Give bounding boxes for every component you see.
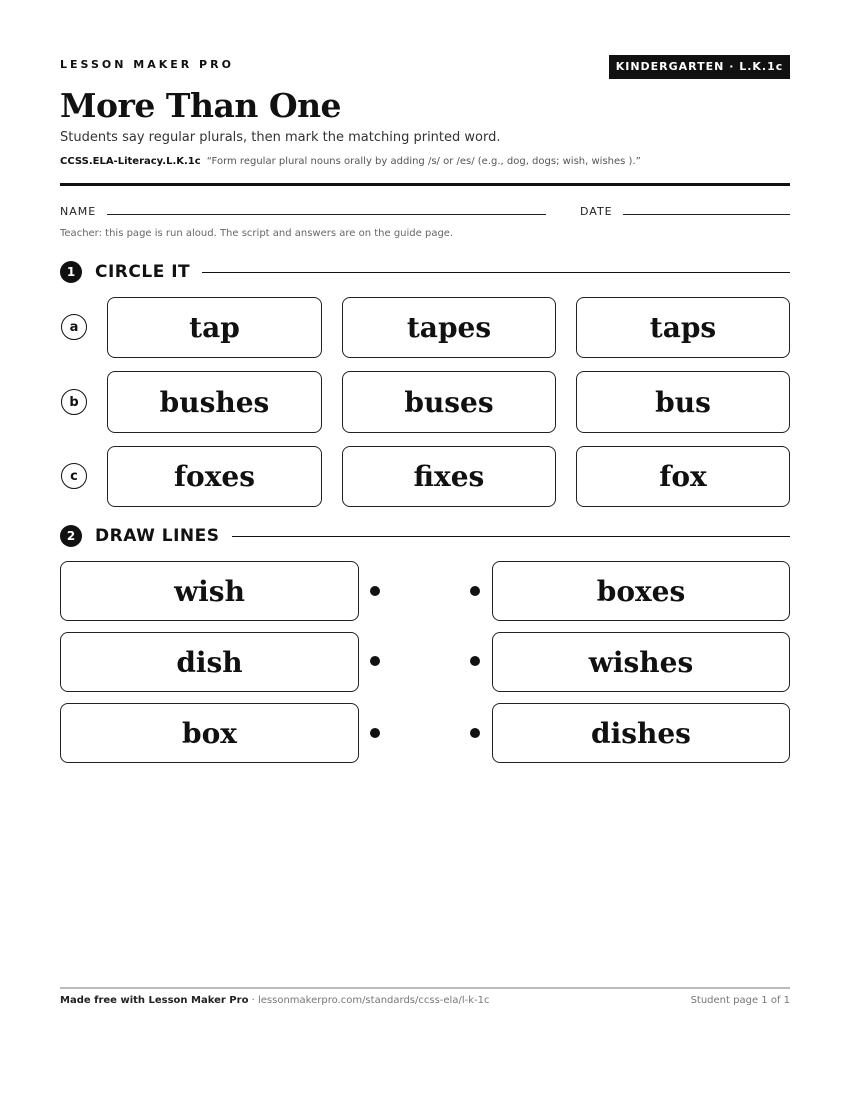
standard-line bbox=[60, 156, 641, 167]
match-left-word[interactable]: dish bbox=[60, 632, 359, 692]
match-left-word[interactable]: box bbox=[60, 703, 359, 763]
match-dot-right[interactable] bbox=[470, 656, 480, 666]
date-field-line[interactable] bbox=[623, 214, 790, 215]
word-choice[interactable]: bus bbox=[576, 371, 790, 433]
match-left-word[interactable]: wish bbox=[60, 561, 359, 621]
match-dot-left[interactable] bbox=[370, 656, 380, 666]
row-letter-a: a bbox=[61, 314, 87, 340]
word-choice[interactable]: bushes bbox=[107, 371, 322, 433]
standard-code: CCSS.ELA-Literacy.L.K.1c bbox=[60, 156, 201, 167]
word-choice[interactable]: foxes bbox=[107, 446, 322, 507]
word-choice[interactable]: tap bbox=[107, 297, 322, 358]
match-right-word[interactable]: wishes bbox=[492, 632, 790, 692]
section-rule bbox=[232, 536, 790, 537]
name-field-line[interactable] bbox=[107, 214, 546, 215]
page-title: More Than One bbox=[60, 86, 342, 125]
footer-made-with: Made free with Lesson Maker Pro bbox=[60, 995, 249, 1006]
match-right-word[interactable]: dishes bbox=[492, 703, 790, 763]
header-divider bbox=[60, 183, 790, 186]
teacher-note: Teacher: this page is run aloud. The script and answers are on the guide page. bbox=[60, 228, 454, 239]
footer-page-number: Student page 1 of 1 bbox=[690, 995, 790, 1006]
name-label: NAME bbox=[60, 205, 97, 218]
section-title: CIRCLE IT bbox=[95, 262, 191, 282]
word-choice[interactable]: taps bbox=[576, 297, 790, 358]
match-dot-right[interactable] bbox=[470, 586, 480, 596]
section-number: 2 bbox=[60, 525, 82, 547]
section-number: 1 bbox=[60, 261, 82, 283]
brand-name: LESSON MAKER PRO bbox=[60, 58, 234, 71]
footer-credit bbox=[60, 995, 489, 1006]
date-label: DATE bbox=[580, 205, 613, 218]
section-draw-lines-header bbox=[60, 524, 790, 548]
word-choice[interactable]: tapes bbox=[342, 297, 556, 358]
footer-divider bbox=[60, 987, 790, 989]
row-letter-b: b bbox=[61, 389, 87, 415]
word-choice[interactable]: fixes bbox=[342, 446, 556, 507]
word-choice[interactable]: fox bbox=[576, 446, 790, 507]
section-circle-it-header bbox=[60, 260, 790, 284]
match-right-word[interactable]: boxes bbox=[492, 561, 790, 621]
match-dot-right[interactable] bbox=[470, 728, 480, 738]
footer-url[interactable]: · lessonmakerpro.com/standards/ccss-ela/l-k-1c bbox=[248, 995, 490, 1006]
standard-text: “Form regular plural nouns orally by adding /s/ or /es/ (e.g., dog, dogs; wish, wishes ).” bbox=[206, 156, 641, 167]
match-dot-left[interactable] bbox=[370, 728, 380, 738]
grade-badge: KINDERGARTEN · L.K.1c bbox=[609, 55, 790, 79]
page-subtitle: Students say regular plurals, then mark the matching printed word. bbox=[60, 130, 501, 145]
row-letter-c: c bbox=[61, 463, 87, 489]
word-choice[interactable]: buses bbox=[342, 371, 556, 433]
section-title: DRAW LINES bbox=[95, 526, 220, 546]
section-rule bbox=[202, 272, 790, 273]
match-dot-left[interactable] bbox=[370, 586, 380, 596]
